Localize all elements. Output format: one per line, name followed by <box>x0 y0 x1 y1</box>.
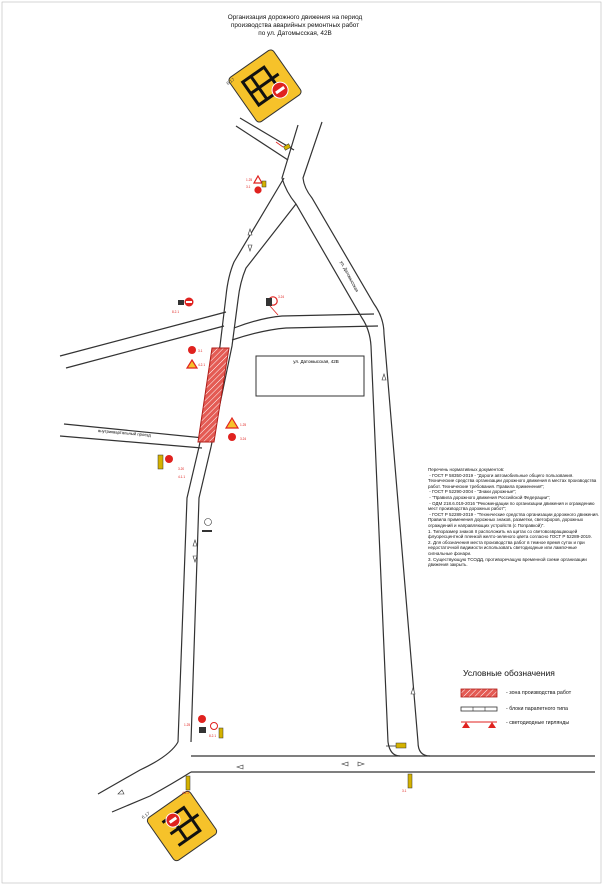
traffic-light <box>178 300 184 305</box>
normative-header: Перечень нормативных документов: <box>428 467 505 472</box>
west-road-edge-right <box>191 204 296 742</box>
title-line-2: производства аварийных ремонтных работ <box>230 22 360 29</box>
title-line-3: по ул. Датомысская, 42В <box>258 30 332 37</box>
sign-code-s2: 3.1 <box>246 185 251 189</box>
main-street-label: ул. Датомысская <box>339 260 360 293</box>
warning-sign <box>226 418 238 428</box>
prohibition-sign <box>254 186 261 193</box>
sign-code-s8: 3.24 <box>240 437 247 441</box>
sign-code-s3: 8.2.1 <box>172 310 180 314</box>
sign-cluster-south <box>184 715 223 738</box>
normative-item: - ОДМ 218.6.019-2016 "Рекомендации по организации движения и ограждению мест производства дорожных работ"; <box>428 500 596 512</box>
sign-code-s4: 3.24 <box>278 295 285 299</box>
normative-item: - ГОСТ Р 52290-2004 - "Знаки дорожные"; <box>428 489 517 495</box>
sign-code-s13: 3.1 <box>402 789 407 793</box>
sign-cluster-west <box>172 298 194 315</box>
normative-item: 1. Типоразмер знаков II расположить на щитах со световозвращающей флуоресцентной пленкой желто-зеленого цвета согласно ГОСТ Р 52289-2019. <box>428 528 592 540</box>
traffic-light <box>199 727 206 733</box>
internal-passage-b <box>60 436 202 448</box>
sign-code-s12: 1.25 <box>184 723 191 727</box>
main-street-edge-right <box>303 122 418 742</box>
sign-code-s11: 8.2.1 <box>209 734 217 738</box>
legend-label-work-zone: - зона производства работ <box>506 690 572 696</box>
warning-sign <box>187 360 197 368</box>
traffic-light <box>158 455 163 469</box>
lane-arrow <box>411 688 415 694</box>
traffic-light <box>262 181 266 187</box>
traffic-light <box>202 530 212 532</box>
normative-item: - "Правила дорожного движения Российской Федерации"; <box>428 494 551 500</box>
legend-garland-lamp <box>488 722 496 728</box>
drawing-frame <box>2 2 601 883</box>
sign-cluster-workzone-south <box>226 418 246 441</box>
top-sign-code: 6.17 <box>225 76 236 87</box>
prohibition-sign <box>188 346 196 354</box>
prohibition-sign <box>165 455 173 463</box>
main-street-edge-left <box>282 125 388 742</box>
prohibition-sign <box>228 433 236 441</box>
title-line-1: Организация дорожного движения на период <box>227 14 363 21</box>
traffic-light <box>396 743 406 748</box>
sign-cluster-workzone-north <box>187 346 205 368</box>
inner-drive-a <box>234 314 374 328</box>
sign-cluster-passage <box>158 455 212 532</box>
legend-garland-lamp <box>462 722 470 728</box>
sign-code-s5: 3.1 <box>198 349 203 353</box>
sign-code-s6: 4.2.1 <box>198 363 206 367</box>
scheme-title <box>200 14 390 38</box>
limit-sign <box>205 519 212 526</box>
traffic-light <box>266 298 272 306</box>
sign-code-s10: 4.1.1 <box>178 475 186 479</box>
legend-work-zone-swatch <box>461 689 497 697</box>
sign-cluster-inner <box>266 295 284 315</box>
lane-arrow <box>342 762 364 766</box>
legend-symbols <box>461 689 497 728</box>
normative-item: - ГОСТ Р 52289-2019 - "Технические средства организации дорожного движения. Правила применения дорожных знаков, разметки, светофоров, дорожных ограждений и направляющих устройств (с Поправкой)". <box>428 511 601 528</box>
bottom-junction <box>388 742 430 756</box>
normative-item: 2. Для обозначения места производства работ в темное время суток и при недостаточной видимости использовать светодиодные или лампочные сигнальные фонари. <box>428 539 586 556</box>
bottom-road-left-top <box>98 742 178 794</box>
bottom-detour-sign <box>141 785 219 863</box>
left-road-b <box>66 326 224 368</box>
building-label: ул. Датомысская, 42В <box>293 359 339 364</box>
lane-arrow <box>118 790 124 794</box>
normative-item: 3. Существующую ТСОДД, противоречащую временной схеме организации движения закрыть. <box>428 556 589 568</box>
warning-sign <box>254 176 262 183</box>
lane-arrow <box>382 374 386 380</box>
prohibition-sign <box>198 715 206 723</box>
normative-documents <box>428 467 600 568</box>
sign-code-s1: 1.25 <box>246 178 253 182</box>
prohibition-sign <box>211 723 218 730</box>
legend-title: Условные обозначения <box>463 668 555 678</box>
top-detour-sign <box>225 48 303 125</box>
legend-label-parapet: - блоки парапетного типа <box>506 706 568 712</box>
sign-cluster-east-bottom <box>182 743 412 795</box>
sign-code-s7: 1.25 <box>240 423 247 427</box>
lane-arrow <box>237 765 243 769</box>
sign-cluster-north <box>246 142 291 194</box>
bottom-sign-code: 6.17 <box>140 810 151 820</box>
legend-label-garland: - светодиодные гирлянды <box>506 720 570 726</box>
sign-code-s14: 4.2.2 <box>182 791 190 795</box>
sign-code-s9: 3.20 <box>178 467 185 471</box>
inner-drive-b <box>232 326 378 340</box>
sign-bar <box>186 301 192 303</box>
normative-item: - ГОСТ Р 58350-2019 - "Дороги автомобильные общего пользования. Технические средства организации дорожного движения в местах производства работ. Технические требования. Правила применения"; <box>428 472 598 489</box>
legend-parapet-swatch <box>461 707 497 711</box>
traffic-light <box>408 774 412 788</box>
sign-leader <box>270 306 278 315</box>
side-street-label: внутриквартальный проезд <box>97 428 152 438</box>
lane-arrow <box>248 229 252 251</box>
lane-arrow <box>193 540 197 562</box>
traffic-light <box>219 728 223 738</box>
top-sign-plate <box>227 48 302 123</box>
traffic-light <box>186 776 190 790</box>
